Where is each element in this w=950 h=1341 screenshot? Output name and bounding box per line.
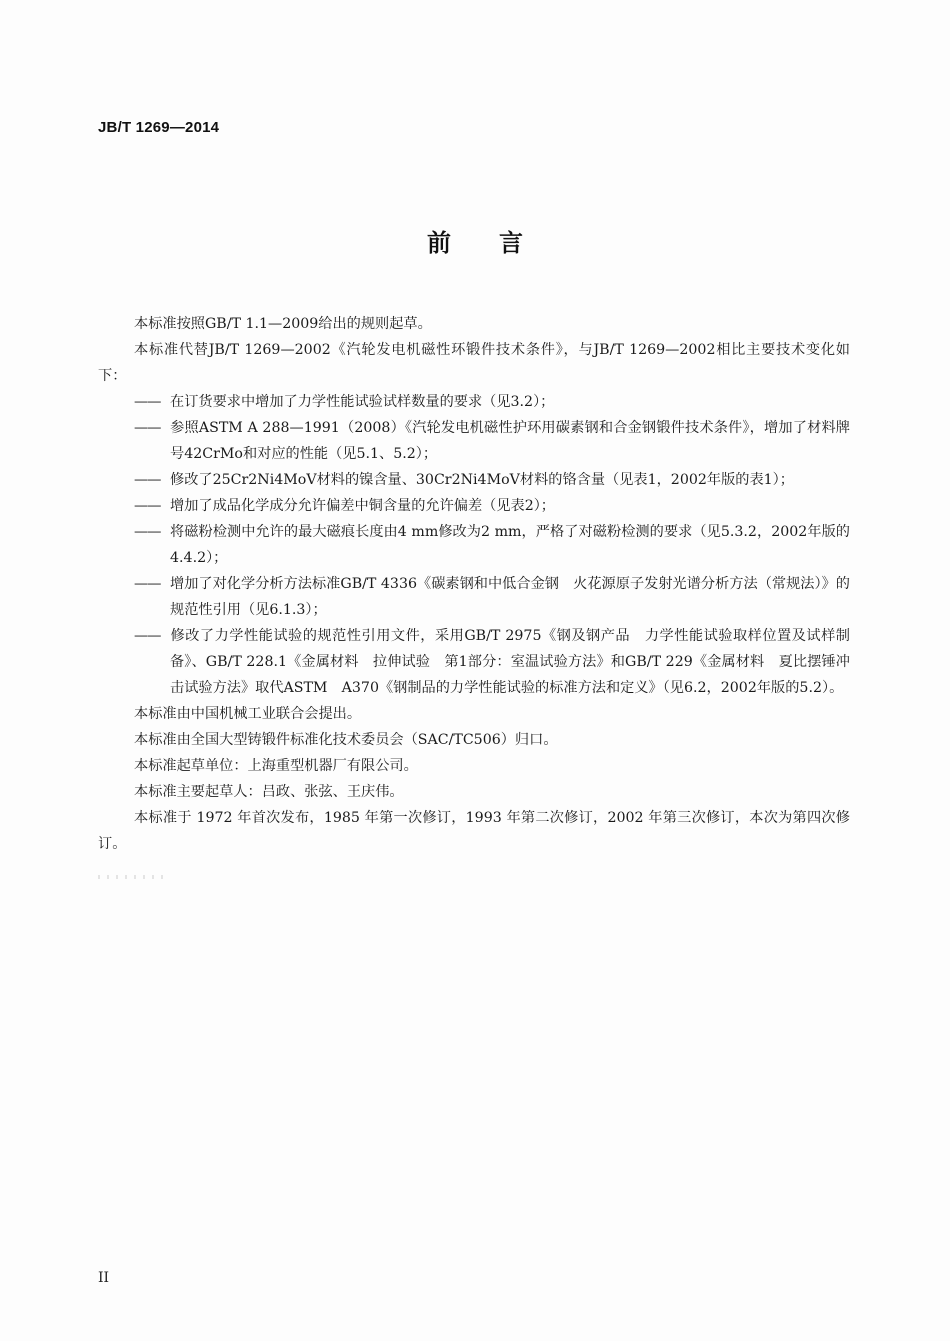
dash-marker: ——	[134, 420, 161, 436]
change-item	[98, 623, 850, 701]
change-item	[98, 571, 850, 623]
change-item	[98, 467, 850, 493]
change-item-text: 参照ASTM A 288—1991（2008）《汽轮发电机磁性护环用碳素钢和合金钢锻件技术条件》，增加了材料牌号42CrMo和对应的性能（见5.1、5.2）；	[170, 420, 850, 462]
scan-speckle	[98, 875, 168, 879]
dash-marker: ——	[134, 576, 161, 592]
paragraph-history: 本标准于 1972 年首次发布，1985 年第一次修订，1993 年第二次修订，2002 年第三次修订，本次为第四次修订。	[98, 810, 850, 852]
document-code: JB/T 1269—2014	[98, 119, 220, 136]
paragraph-replacement: 本标准代替JB/T 1269—2002《汽轮发电机磁性环锻件技术条件》，与JB/T 1269—2002相比主要技术变化如下：	[98, 342, 850, 384]
change-item-text: 修改了力学性能试验的规范性引用文件，采用GB/T 2975《钢及钢产品 力学性能试验取样位置及试样制备》、GB/T 228.1《金属材料 拉伸试验 第1部分：室温试验方法》和GB/T 229《金属材料 夏比摆锤冲击试验方法》取代ASTM A370《钢制品的力学性能试验的标准方法和定义》（见6.2，2002年版的5.2）。	[170, 628, 850, 696]
paragraph-drafting-unit: 本标准起草单位：上海重型机器厂有限公司。	[134, 758, 418, 774]
change-item-text: 增加了对化学分析方法标准GB/T 4336《碳素钢和中低合金钢 火花源原子发射光谱分析方法（常规法）》的规范性引用（见6.1.3）；	[170, 576, 850, 618]
change-item-text: 在订货要求中增加了力学性能试验试样数量的要求（见3.2）；	[170, 394, 555, 410]
dash-marker: ——	[134, 628, 161, 644]
paragraph-proposer: 本标准由中国机械工业联合会提出。	[134, 706, 362, 722]
dash-marker: ——	[134, 498, 161, 514]
change-item	[98, 389, 850, 415]
change-item-text: 增加了成品化学成分允许偏差中铜含量的允许偏差（见表2）；	[170, 498, 555, 514]
page-number: II	[98, 1270, 110, 1286]
change-item	[98, 493, 850, 519]
change-item-text: 将磁粉检测中允许的最大磁痕长度由4 mm修改为2 mm，严格了对磁粉检测的要求（见5.3.2，2002年版的4.4.2）；	[170, 524, 850, 566]
dash-marker: ——	[134, 472, 161, 488]
change-item-text: 修改了25Cr2Ni4MoV材料的镍含量、30Cr2Ni4MoV材料的铬含量（见表1，2002年版的表1）；	[170, 472, 794, 488]
dash-marker: ——	[134, 394, 161, 410]
dash-marker: ——	[134, 524, 161, 540]
paragraph-committee: 本标准由全国大型铸锻件标准化技术委员会（SAC/TC506）归口。	[134, 732, 558, 748]
change-item	[98, 415, 850, 467]
paragraph-drafting-rules: 本标准按照GB/T 1.1—2009给出的规则起草。	[134, 316, 432, 332]
page-title: 前言	[427, 229, 571, 257]
change-item	[98, 519, 850, 571]
document-body	[98, 311, 850, 857]
paragraph-drafters: 本标准主要起草人：吕政、张弦、王庆伟。	[134, 784, 404, 800]
